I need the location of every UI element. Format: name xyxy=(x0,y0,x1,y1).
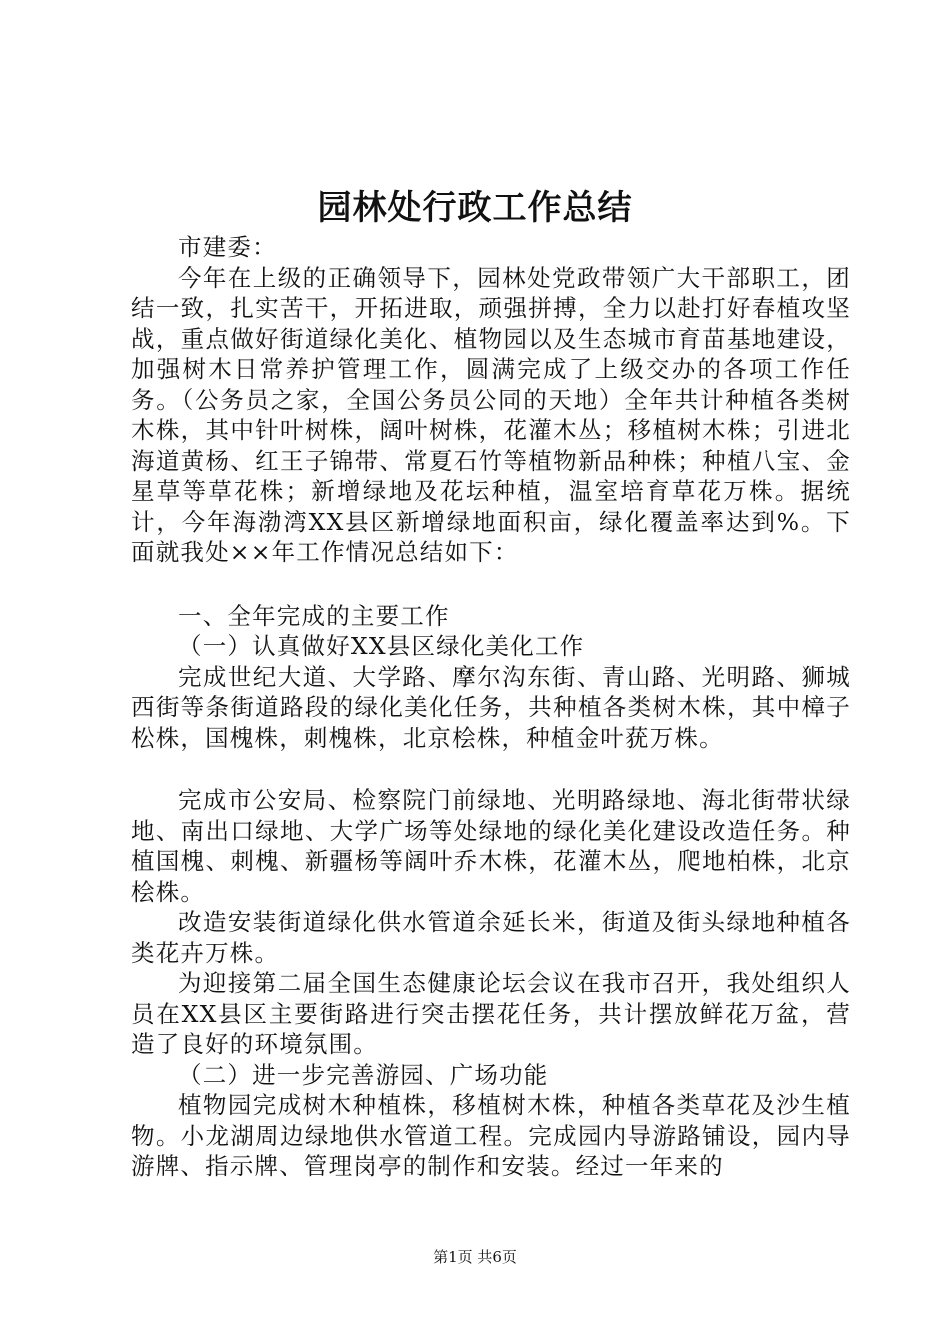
subsection-heading: （一）认真做好XX县区绿化美化工作 xyxy=(178,632,585,660)
paragraph: 为迎接第二届全国生态健康论坛会议在我市召开，我处组织人员在XX县区主要街路进行突击摆花任务，共计摆放鲜花万盆，营造了良好的环境氛围。 xyxy=(131,969,851,1058)
paragraph: 植物园完成树木种植株，移植树木株，种植各类草花及沙生植物。小龙湖周边绿地供水管道工程。完成园内导游路铺设，园内导游牌、指示牌、管理岗亭的制作和安装。经过一年来的 xyxy=(131,1091,851,1180)
paragraph: 完成市公安局、检察院门前绿地、光明路绿地、海北街带状绿地、南出口绿地、大学广场等处绿地的绿化美化建设改造任务。种植国槐、刺槐、新疆杨等阔叶乔木株，花灌木丛，爬地柏株，北京桧株。 xyxy=(131,786,851,906)
section-heading: 一、全年完成的主要工作 xyxy=(178,601,450,630)
paragraph: 完成世纪大道、大学路、摩尔沟东街、青山路、光明路、狮城西街等条街道路段的绿化美化任务，共种植各类树木株，其中樟子松株，国槐株，刺槐株，北京桧株，种植金叶莸万株。 xyxy=(131,662,851,752)
page-number: 第1页 共6页 xyxy=(433,1248,517,1266)
paragraph-gap xyxy=(131,753,851,785)
document-body xyxy=(131,232,851,1182)
paragraph-gap xyxy=(131,568,851,601)
document-title: 园林处行政工作总结 xyxy=(317,188,633,228)
intro-paragraph: 今年在上级的正确领导下，园林处党政带领广大干部职工，团结一致，扎实苦干，开拓进取，顽强拼搏，全力以赴打好春植攻坚战，重点做好街道绿化美化、植物园以及生态城市育苗基地建设，加强树木日常养护管理工作，圆满完成了上级交办的各项工作任务。（公务员之家，全国公务员公同的天地）全年共计种植各类树木株，其中针叶树株，阔叶树株，花灌木丛；移植树木株；引进北海道黄杨、红王子锦带、常夏石竹等植物新品种株；种植八宝、金星草等草花株；新增绿地及花坛种植，温室培育草花万株。据统计，今年海渤湾XX县区新增绿地面积亩，绿化覆盖率达到%。下面就我处××年工作情况总结如下： xyxy=(131,263,851,566)
subsection-heading: （二）进一步完善游园、广场功能 xyxy=(178,1060,549,1089)
paragraph: 改造安装街道绿化供水管道余延长米，街道及街头绿地种植各类花卉万株。 xyxy=(131,908,851,967)
salutation: 市建委： xyxy=(178,233,277,261)
